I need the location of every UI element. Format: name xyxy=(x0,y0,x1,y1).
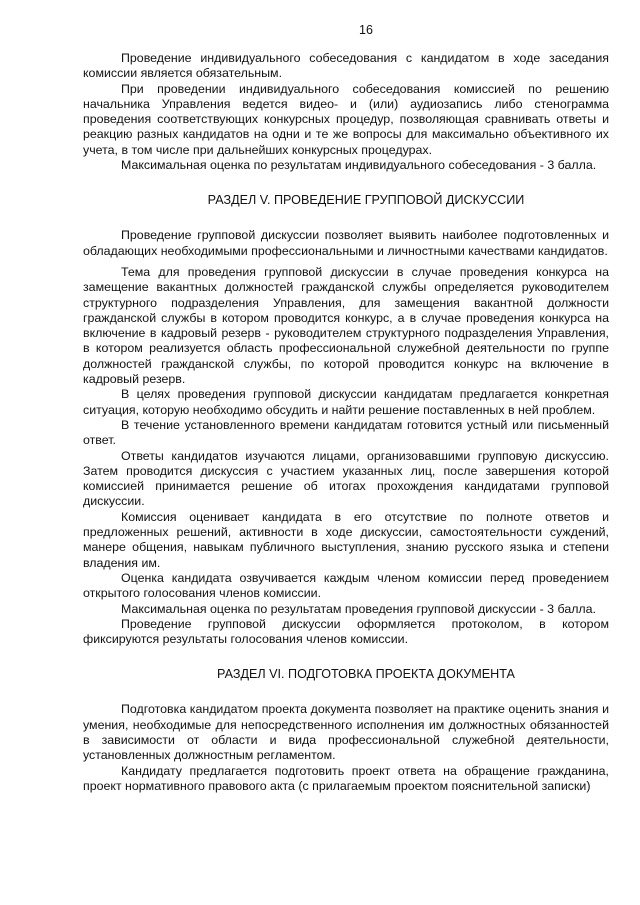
paragraph: Максимальная оценка по результатам проведения групповой дискуссии - 3 балла. xyxy=(121,601,596,616)
paragraph: Проведение групповой дискуссии оформляется протоколом, в котором фиксируются результаты голосования членов комиссии. xyxy=(83,616,609,647)
paragraph: Ответы кандидатов изучаются лицами, организовавшими групповую дискуссию. Затем проводится дискуссия с участием указанных лиц, после завершения которой комиссией принимается решение об итогах прохождения кандидатами групповой дискуссии. xyxy=(83,448,609,509)
paragraph: Кандидату предлагается подготовить проект ответа на обращение гражданина, проект нормативного правового акта (с прилагаемым проектом пояснительной записки) xyxy=(83,763,609,793)
paragraph: Оценка кандидата озвучивается каждым членом комиссии перед проведением открытого голосования членов комиссии. xyxy=(83,570,609,601)
paragraph: Тема для проведения групповой дискуссии в случае проведения конкурса на замещение вакантных должностей гражданской службы определяется руководителем структурного подразделения Управления, для замещения вакантной должности гражданской службы в котором проводится конкурс, а в случае проведения конкурса на включение в кадровый резерв - руководителем структурного подразделения Управления, в котором реализуется область профессиональной служебной деятельности по группе должностей гражданской службы, по которой проводится конкурс на включение в кадровый резерв. xyxy=(83,264,609,387)
paragraph: В течение установленного времени кандидатам готовится устный или письменный ответ. xyxy=(83,417,609,448)
section-v-heading: РАЗДЕЛ V. ПРОВЕДЕНИЕ ГРУППОВОЙ ДИСКУССИИ xyxy=(207,193,525,208)
page-number: 16 xyxy=(359,23,373,37)
paragraph: При проведении индивидуального собеседования комиссией по решению начальника Управления ведется видео- и (или) аудиозапись либо стенограмма проведения соответствующих конкурсных процедур, позволяющая сравнивать ответы и реакцию разных кандидатов на одни и те же вопросы для максимально объективного их учета, в том числе при дальнейших конкурсных процедурах. xyxy=(83,81,609,157)
paragraph: В целях проведения групповой дискуссии кандидатам предлагается конкретная ситуация, которую необходимо обсудить и найти решение поставленных в ней проблем. xyxy=(83,387,609,417)
paragraph: Подготовка кандидатом проекта документа позволяет на практике оценить знания и умения, необходимые для непосредственного исполнения им должностных обязанностей в зависимости от области и вида профессиональной служебной деятельности, установленных должностным регламентом. xyxy=(83,702,609,763)
paragraph: Максимальная оценка по результатам индивидуального собеседования - 3 балла. xyxy=(121,158,597,173)
document-page xyxy=(83,22,609,794)
paragraph: Проведение групповой дискуссии позволяет выявить наиболее подготовленных и обладающих необходимыми профессиональными и личностными качествами кандидатов. xyxy=(83,228,609,258)
paragraph: Комиссия оценивает кандидата в его отсутствие по полноте ответов и предложенных решений, активности в ходе дискуссии, самостоятельности суждений, манере общения, навыкам публичного выступления, знанию русского языка и степени владения им. xyxy=(83,509,609,570)
section-vi-heading: РАЗДЕЛ VI. ПОДГОТОВКА ПРОЕКТА ДОКУМЕНТА xyxy=(217,667,515,682)
paragraph: Проведение индивидуального собеседования с кандидатом в ходе заседания комиссии является обязательным. xyxy=(83,51,609,81)
